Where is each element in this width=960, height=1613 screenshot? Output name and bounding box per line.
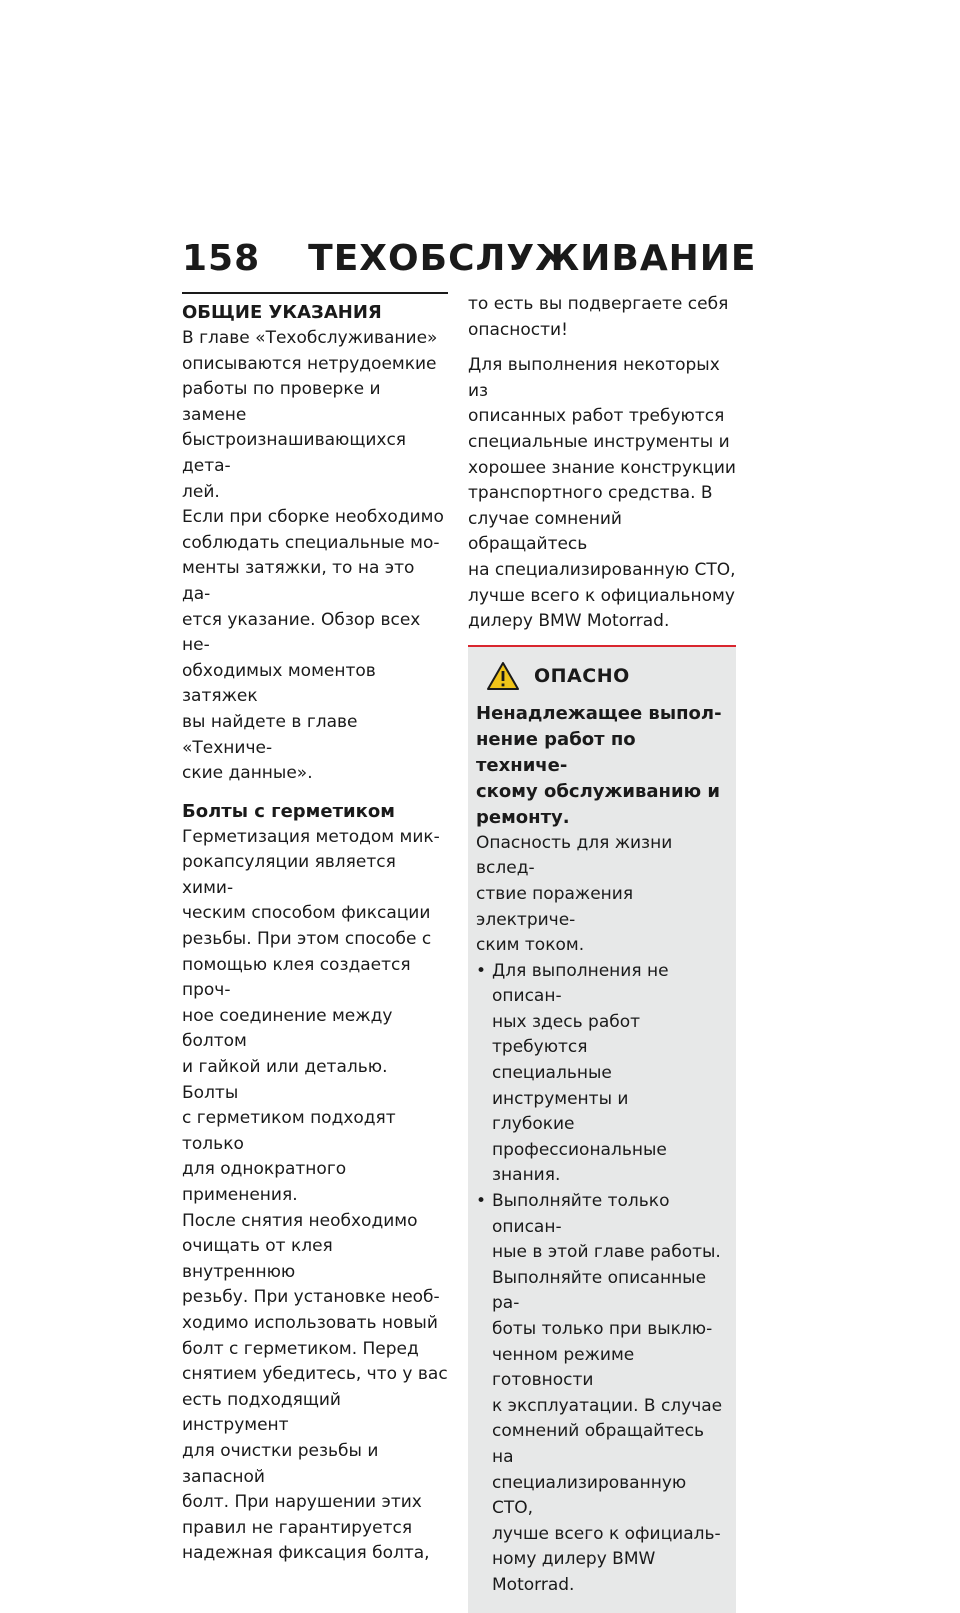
general-paragraph-2: Если при сборке необходимо соблюдать специальные мо- менты затяжки, то на это да- ется указание. Обзор всех не- обходимых моментов затяжек вы найдете в главе «Техниче- ские данные». [182, 507, 444, 784]
sealant-paragraph-1: Герметизация методом мик- рокапсуляции является хими- ческим способом фиксации резьбы. При этом способе с помощью клея создается проч- ное соединение между болтом и гайкой или деталью. Болты с герметиком подходят только для однократного применения. [182, 826, 440, 1205]
tools-paragraph: Для выполнения некоторых из описанных работ требуются специальные инструменты и хорошее знание конструкции транспортного средства. В случае сомнений обращайтесь на специализированную СТО, лучше всего к официальному дилеру BMW Motorrad. [468, 355, 736, 632]
warning-title: Ненадлежащее выпол- нение работ по техниче- скому обслуживанию и ремонту. [476, 702, 722, 828]
chapter-title: ТЕХОБСЛУЖИВАНИЕ [308, 238, 757, 279]
section-divider [182, 292, 448, 294]
general-paragraph-1: В главе «Техобслуживание» описываются нетрудоемкие работы по проверке и замене быстроизнашивающихся дета- лей. [182, 328, 438, 502]
warning-text: Опасность для жизни вслед- ствие поражения электриче- ским током. [476, 832, 673, 956]
danger-warning-box [468, 645, 736, 1613]
continued-paragraph: то есть вы подвергаете себя опасности! [468, 294, 729, 340]
right-column [468, 292, 736, 1613]
sealant-paragraph-2: После снятия необходимо очищать от клея внутреннюю резьбу. При установке необ- ходимо использовать новый болт с герметиком. Перед снятием убедитесь, что у вас есть подходящий инструмент для очистки резьбы и запасной болт. При нарушении этих правил не гарантируется надежная фиксация болта, [182, 1210, 448, 1564]
warning-header [486, 661, 728, 691]
page-header [182, 238, 757, 279]
subsection-title: Болты с герметиком [182, 800, 395, 822]
warning-list [476, 959, 728, 1599]
warning-triangle-icon [486, 661, 520, 691]
section-title: ОБЩИЕ УКАЗАНИЯ [182, 302, 382, 323]
page-number: 158 [182, 238, 261, 279]
warning-list-item: • Для выполнения не описан- ных здесь работ требуются специальные инструменты и глубокие профессиональные знания. [476, 960, 669, 1186]
warning-label: ОПАСНО [534, 664, 630, 687]
left-column [182, 292, 448, 1567]
warning-list-item: • Выполняйте только описан- ные в этой главе работы. Выполняйте описанные ра- боты только при выклю- ченном режиме готовности к эксплуатации. В случае сомнений обращайтесь на специализированную СТО, лучше всего к официаль- ному дилеру BMW Motorrad. [476, 1191, 723, 1595]
